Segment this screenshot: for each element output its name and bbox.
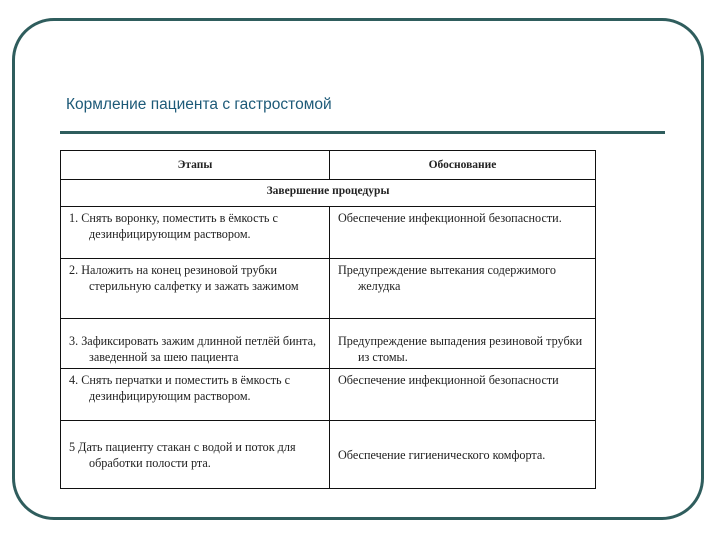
reason-cell: Обеспечение инфекционной безопасности xyxy=(338,373,559,387)
title-divider xyxy=(60,131,665,134)
header-reason: Обоснование xyxy=(330,151,596,180)
step-cell: 3. Зафиксировать зажим длинной петлёй бинта, заведенной за шею пациента xyxy=(69,334,317,364)
step-cell: 2. Наложить на конец резиновой трубки стерильную салфетку и зажать зажимом xyxy=(69,263,299,293)
section-row xyxy=(61,180,596,207)
reason-cell: Предупреждение вытекания содержимого желудка xyxy=(338,263,556,293)
table-row xyxy=(61,207,596,259)
table-header-row xyxy=(61,151,596,180)
reason-cell: Предупреждение выпадения резиновой трубки из стомы. xyxy=(338,334,583,364)
table-row xyxy=(61,421,596,489)
procedure-table xyxy=(60,150,596,489)
step-cell: 4. Снять перчатки и поместить в ёмкость с дезинфицирующим раствором. xyxy=(69,373,291,403)
table-row xyxy=(61,319,596,369)
header-steps: Этапы xyxy=(61,151,330,180)
section-title: Завершение процедуры xyxy=(61,180,596,207)
reason-cell: Обеспечение гигиенического комфорта. xyxy=(338,447,546,462)
table-row xyxy=(61,369,596,421)
reason-cell: Обеспечение инфекционной безопасности. xyxy=(338,211,562,225)
slide-title: Кормление пациента с гастростомой xyxy=(66,96,332,113)
step-cell: 1. Снять воронку, поместить в ёмкость с дезинфицирующим раствором. xyxy=(69,211,278,241)
table-row xyxy=(61,259,596,319)
step-cell: 5 Дать пациенту стакан с водой и поток для обработки полости рта. xyxy=(69,439,296,470)
